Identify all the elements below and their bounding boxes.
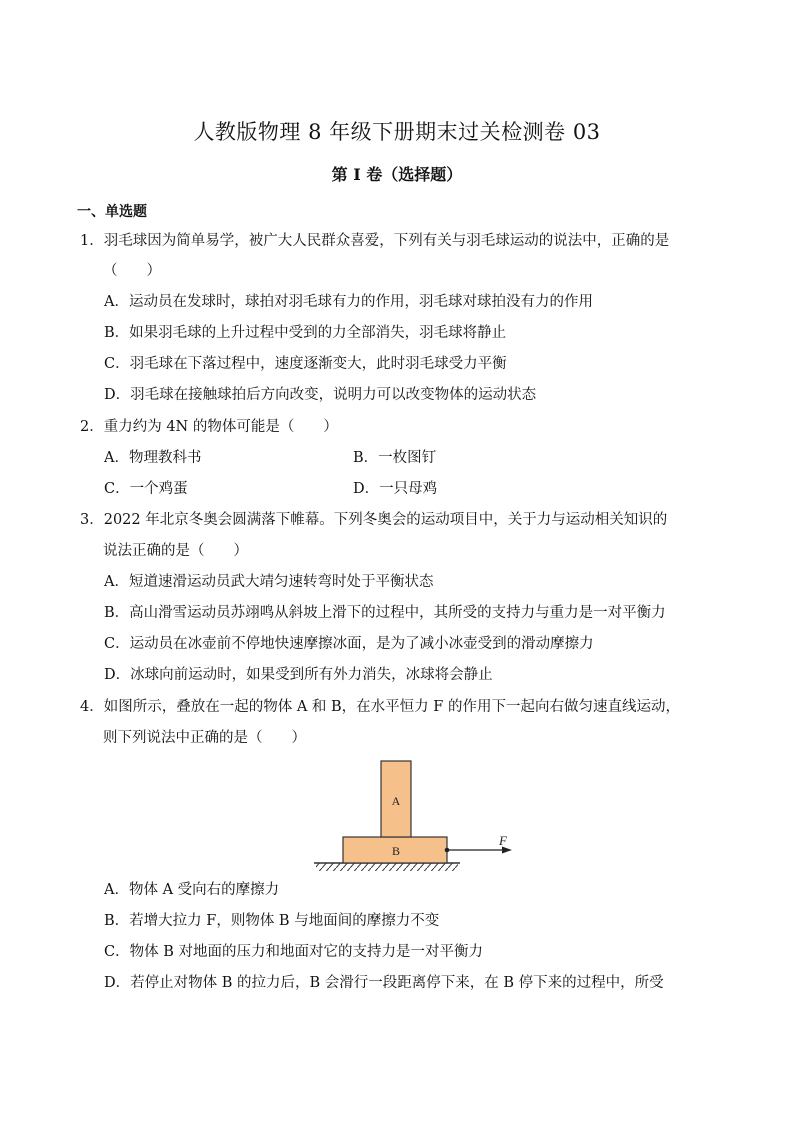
question-4-stem: 4．如图所示，叠放在一起的物体 A 和 B，在水平恒力 F 的作用下一起向右做匀速直线运动，	[80, 699, 680, 715]
question-3-option-d: D．冰球向前运动时，如果受到所有外力消失，冰球将会静止	[104, 667, 493, 683]
question-4-option-c: C．物体 B 对地面的压力和地面对它的支持力是一对平衡力	[104, 944, 483, 960]
question-2-option-c: C．一个鸡蛋	[104, 481, 188, 497]
question-1-option-b: B．如果羽毛球的上升过程中受到的力全部消失，羽毛球将静止	[104, 325, 507, 341]
question-1-stem: 1．羽毛球因为简单易学，被广大人民群众喜爱，下列有关与羽毛球运动的说法中，正确的是	[80, 233, 670, 249]
block-diagram	[308, 756, 528, 876]
question-3-option-a: A．短道速滑运动员武大靖匀速转弯时处于平衡状态	[104, 574, 434, 590]
question-2-option-a: A．物理教科书	[104, 450, 202, 466]
question-4-option-d: D．若停止对物体 B 的拉力后，B 会滑行一段距离停下来，在 B 停下来的过程中，所受	[104, 975, 664, 991]
question-1-option-a: A．运动员在发球时，球拍对羽毛球有力的作用，羽毛球对球拍没有力的作用	[104, 294, 593, 310]
block-b-label: B	[391, 844, 401, 858]
block-a-label: A	[391, 794, 401, 808]
question-1-option-d: D．羽毛球在接触球拍后方向改变，说明力可以改变物体的运动状态	[104, 387, 537, 403]
question-2-option-b: B．一枚图钉	[353, 450, 437, 466]
ground-hatching	[316, 863, 458, 871]
question-2-stem: 2．重力约为 4N 的物体可能是（ ）	[80, 419, 338, 435]
question-2-option-d: D．一只母鸡	[353, 481, 438, 497]
question-3-stem: 3．2022 年北京冬奥会圆满落下帷幕。下列冬奥会的运动项目中，关于力与运动相关知识的	[80, 512, 668, 528]
force-label: F	[499, 833, 507, 848]
section-heading: 一、单选题	[77, 204, 147, 220]
question-1-stem-cont: （ ）	[103, 263, 161, 279]
question-4-option-b: B．若增大拉力 F，则物体 B 与地面间的摩擦力不变	[104, 913, 440, 929]
question-3-stem-cont: 说法正确的是（ ）	[103, 543, 248, 559]
question-3-option-b: B．高山滑雪运动员苏翊鸣从斜坡上滑下的过程中，其所受的支持力与重力是一对平衡力	[104, 605, 666, 621]
question-4-stem-cont: 则下列说法中正确的是（ ）	[103, 730, 306, 746]
block-diagram-svg	[308, 756, 528, 876]
question-4-option-a: A．物体 A 受向右的摩擦力	[104, 882, 280, 898]
question-3-option-c: C．运动员在冰壶前不停地快速摩擦冰面，是为了减小冰壶受到的滑动摩擦力	[104, 636, 594, 652]
exam-subtitle: 第 I 卷（选择题）	[331, 165, 463, 184]
question-1-option-c: C．羽毛球在下落过程中，速度逐渐变大，此时羽毛球受力平衡	[104, 356, 507, 372]
exam-title: 人教版物理 8 年级下册期末过关检测卷 03	[193, 120, 601, 144]
